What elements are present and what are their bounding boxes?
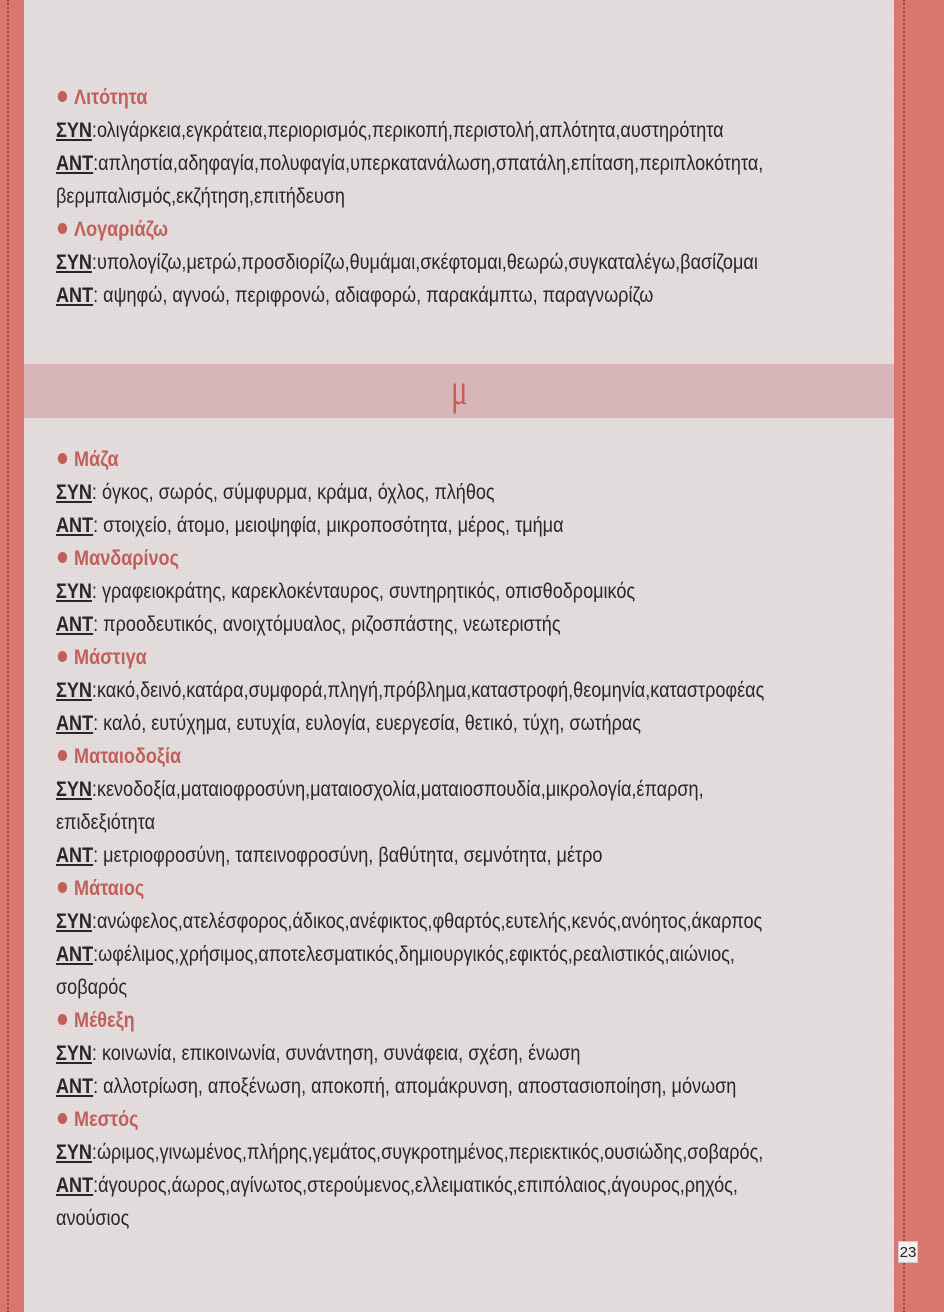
synonyms-line — [56, 905, 770, 938]
headword-text: Μεστός — [74, 1108, 139, 1131]
left-stitch-border — [7, 0, 9, 1312]
antonyms-line — [56, 1169, 770, 1202]
entry-text: : στοιχείο, άτομο, μειοψηφία, μικροποσότητα, μέρος, τμήμα — [93, 514, 564, 537]
bullet-icon — [58, 1014, 67, 1025]
antonyms-line — [56, 279, 770, 312]
entry-text: : κοινωνία, επικοινωνία, συνάντηση, συνάφεια, σχέση, ένωση — [91, 1042, 581, 1065]
synonyms-line — [56, 1136, 770, 1169]
headword-text: Ματαιοδοξία — [74, 745, 182, 768]
entry-headword — [56, 641, 770, 674]
antonyms-line — [56, 1070, 770, 1103]
syn-label: ΣΥΝ — [56, 119, 92, 142]
entry-headword — [56, 542, 770, 575]
ant-label: ΑΝΤ — [56, 284, 94, 307]
headword-text: Μάστιγα — [74, 646, 147, 669]
headword-text: Μάζα — [74, 448, 119, 471]
entry-text: :ανώφελος,ατελέσφορος,άδικος,ανέφικτος,φθαρτός,ευτελής,κενός,ανόητος,άκαρπος — [91, 910, 763, 933]
entry-text: επιδεξιότητα — [56, 811, 156, 834]
headword-text: Μάταιος — [74, 877, 145, 900]
entry-headword — [56, 443, 770, 476]
ant-label: ΑΝΤ — [56, 712, 94, 735]
bullet-icon — [58, 223, 67, 234]
bullet-icon — [58, 882, 67, 893]
entry-text: : καλό, ευτύχημα, ευτυχία, ευλογία, ευεργεσία, θετικό, τύχη, σωτήρας — [93, 712, 642, 735]
entry-text: σοβαρός — [56, 976, 128, 999]
entry-text: : μετριοφροσύνη, ταπεινοφροσύνη, βαθύτητα, σεμνότητα, μέτρο — [93, 844, 603, 867]
synonyms-line — [56, 1037, 770, 1070]
entry-text: :ώριμος,γινωμένος,πλήρης,γεμάτος,συγκροτημένος,περιεκτικός,ουσιώδης,σοβαρός, — [91, 1141, 764, 1164]
entries-mu-section — [56, 443, 886, 1235]
antonyms-line — [56, 608, 770, 641]
entry-text: : γραφειοκράτης, καρεκλοκένταυρος, συντηρητικός, οπισθοδρομικός — [91, 580, 636, 603]
entry-text: : όγκος, σωρός, σύμφυρμα, κράμα, όχλος, πλήθος — [91, 481, 495, 504]
headword-text: Λογαριάζω — [74, 218, 169, 241]
antonyms-line — [56, 839, 770, 872]
antonyms-line — [56, 147, 770, 180]
syn-label: ΣΥΝ — [56, 778, 92, 801]
ant-label: ΑΝΤ — [56, 844, 94, 867]
headword-text: Μανδαρίνος — [74, 547, 179, 570]
synonyms-line — [56, 575, 770, 608]
headword-text: Λιτότητα — [74, 86, 148, 109]
entry-text: ανούσιος — [56, 1207, 130, 1230]
synonyms-line — [56, 476, 770, 509]
syn-label: ΣΥΝ — [56, 481, 92, 504]
section-letter: μ — [451, 365, 468, 414]
continuation-line — [56, 180, 770, 213]
syn-label: ΣΥΝ — [56, 679, 92, 702]
syn-label: ΣΥΝ — [56, 1141, 92, 1164]
ant-label: ΑΝΤ — [56, 1174, 94, 1197]
bullet-icon — [58, 1113, 67, 1124]
entry-text: :ολιγάρκεια,εγκράτεια,περιορισμός,περικοπή,περιστολή,απλότητα,αυστηρότητα — [91, 119, 724, 142]
entry-headword — [56, 213, 770, 246]
entry-text: :απληστία,αδηφαγία,πολυφαγία,υπερκατανάλωση,σπατάλη,επίταση,περιπλοκότητα, — [93, 152, 764, 175]
entries-lambda-section — [56, 81, 886, 312]
synonyms-line — [56, 674, 770, 707]
entry-headword — [56, 81, 770, 114]
entry-headword — [56, 740, 770, 773]
antonyms-line — [56, 938, 770, 971]
ant-label: ΑΝΤ — [56, 514, 94, 537]
entry-text: : αλλοτρίωση, αποξένωση, αποκοπή, απομάκρυνση, αποστασιοποίηση, μόνωση — [93, 1075, 737, 1098]
bullet-icon — [58, 91, 67, 102]
entry-text: :κακό,δεινό,κατάρα,συμφορά,πληγή,πρόβλημα,καταστροφή,θεομηνία,καταστροφέας — [91, 679, 765, 702]
continuation-line — [56, 1202, 770, 1235]
book-page — [24, 0, 917, 1312]
entry-text: :κενοδοξία,ματαιοφροσύνη,ματαιοσχολία,ματαιοσπουδία,μικρολογία,έπαρση, — [91, 778, 704, 801]
bullet-icon — [58, 750, 67, 761]
ant-label: ΑΝΤ — [56, 152, 94, 175]
continuation-line — [56, 971, 770, 1004]
entry-text: : προοδευτικός, ανοιχτόμυαλος, ριζοσπάστης, νεωτεριστής — [93, 613, 561, 636]
bullet-icon — [58, 552, 67, 563]
entry-text: :υπολογίζω,μετρώ,προσδιορίζω,θυμάμαι,σκέφτομαι,θεωρώ,συγκαταλέγω,βασίζομαι — [91, 251, 758, 274]
synonyms-line — [56, 246, 770, 279]
ant-label: ΑΝΤ — [56, 943, 94, 966]
right-stitch-border — [903, 0, 905, 1312]
entry-text: βερμπαλισμός,εκζήτηση,επιτήδευση — [56, 185, 345, 208]
syn-label: ΣΥΝ — [56, 580, 92, 603]
entry-text: :ωφέλιμος,χρήσιμος,αποτελεσματικός,δημιουργικός,εφικτός,ρεαλιστικός,αιώνιος, — [93, 943, 735, 966]
headword-text: Μέθεξη — [74, 1009, 135, 1032]
entry-headword — [56, 1004, 770, 1037]
entry-text: :άγουρος,άωρος,αγίνωτος,στερούμενος,ελλειματικός,επιπόλαιος,άγουρος,ρηχός, — [93, 1174, 738, 1197]
bullet-icon — [58, 453, 67, 464]
page-number: 23 — [898, 1241, 918, 1263]
continuation-line — [56, 806, 770, 839]
synonyms-line — [56, 773, 770, 806]
entry-text: : αψηφώ, αγνοώ, περιφρονώ, αδιαφορώ, παρακάμπτω, παραγνωρίζω — [93, 284, 654, 307]
syn-label: ΣΥΝ — [56, 910, 92, 933]
ant-label: ΑΝΤ — [56, 1075, 94, 1098]
bullet-icon — [58, 651, 67, 662]
entry-headword — [56, 872, 770, 905]
ant-label: ΑΝΤ — [56, 613, 94, 636]
syn-label: ΣΥΝ — [56, 1042, 92, 1065]
syn-label: ΣΥΝ — [56, 251, 92, 274]
antonyms-line — [56, 707, 770, 740]
entry-headword — [56, 1103, 770, 1136]
synonyms-line — [56, 114, 770, 147]
antonyms-line — [56, 509, 770, 542]
